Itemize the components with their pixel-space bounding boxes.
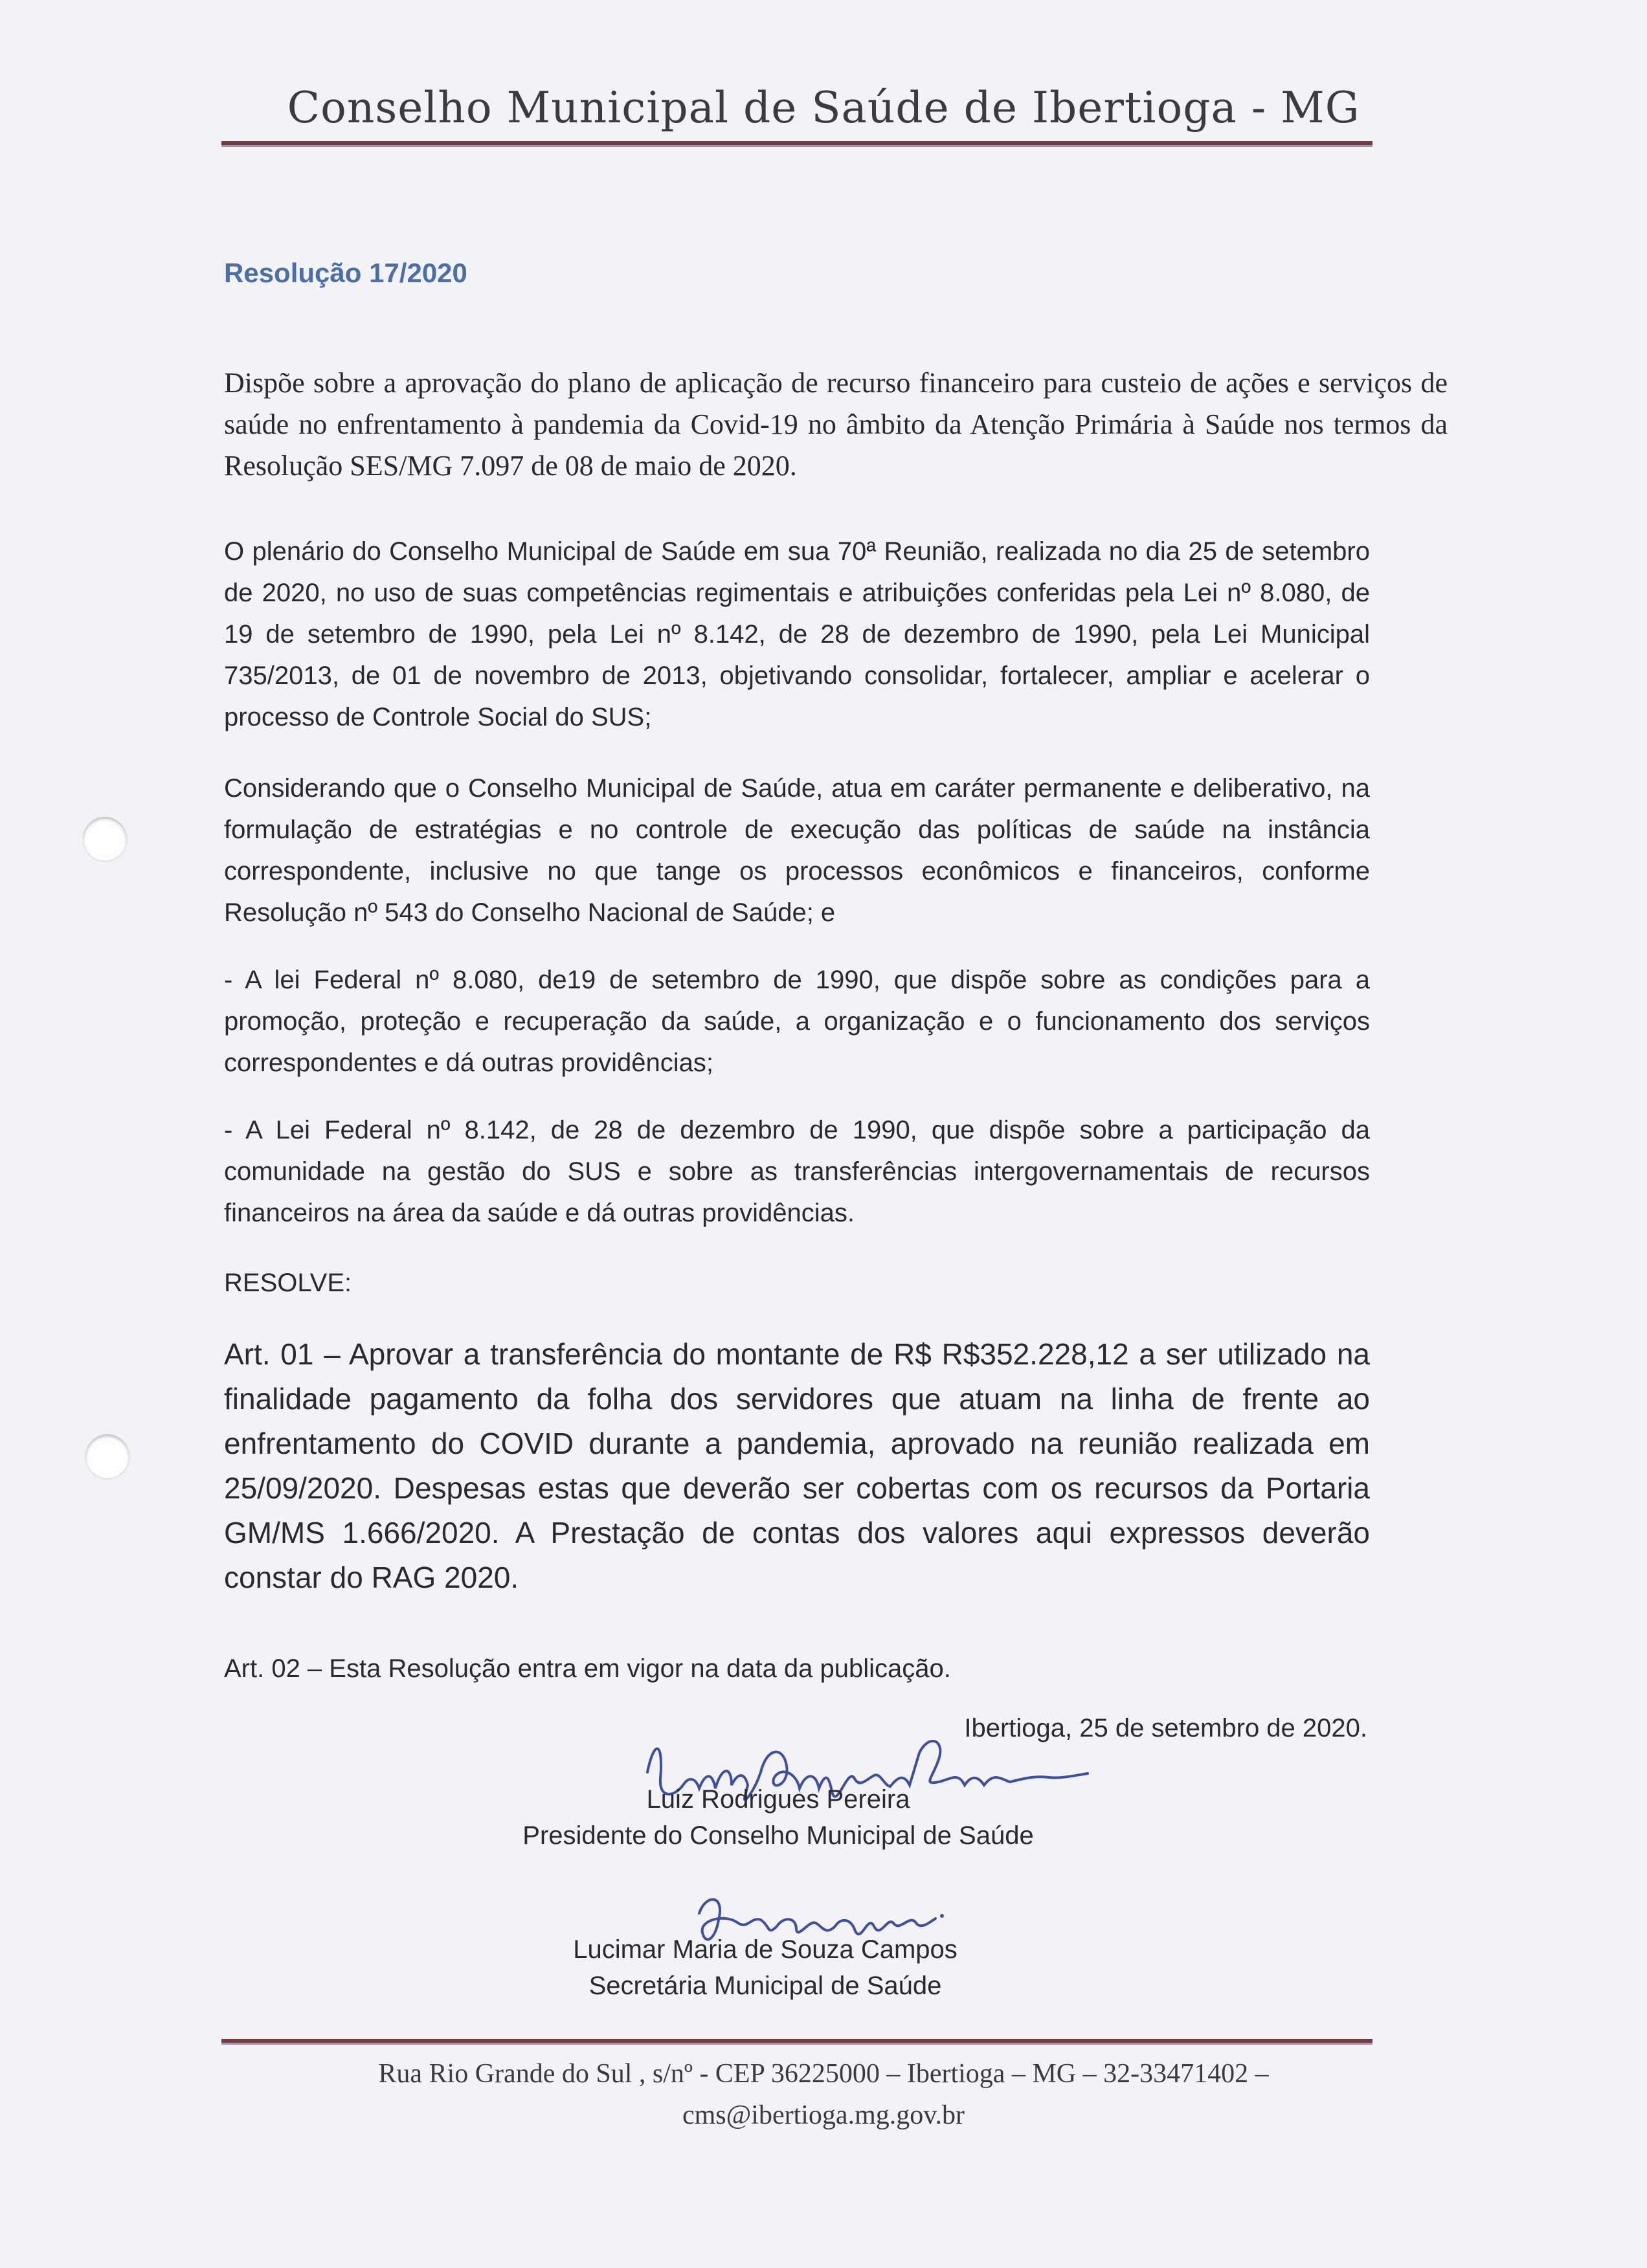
paragraph-law-8080: - A lei Federal nº 8.080, de19 de setembro de 1990, que dispõe sobre as condições para a promoção, proteção e recuperação da saúde, a organização e o funcionamento dos serviços correspondentes e dá outras providências;: [224, 966, 1370, 1077]
footer-email: cms@ibertioga.mg.gov.br: [682, 2100, 965, 2130]
footer-divider: [221, 2039, 1372, 2045]
letterhead-title: Conselho Municipal de Saúde de Ibertioga - MG: [287, 83, 1360, 133]
resolve-heading: RESOLVE:: [224, 1269, 352, 1297]
signatory-role: Presidente do Conselho Municipal de Saúde: [522, 1821, 1034, 1850]
letterhead-footer: [0, 2053, 1647, 2136]
signatory-secretary: [0, 1931, 1589, 2004]
signatory-role: Secretária Municipal de Saúde: [588, 1972, 942, 2000]
article-01: Art. 01 – Aprovar a transferência do montante de R$ R$352.228,12 a ser utilizado na finalidade pagamento da folha dos servidores que atuam na linha de frente ao enfrentamento do COVID durante a pandemia, aprovado na reunião realizada em 25/09/2020. Despesas estas que deverão ser cobertas com os recursos da Portaria GM/MS 1.666/2020. A Prestação de contas dos valores aqui expressos deverão constar do RAG 2020.: [224, 1337, 1370, 1594]
paragraph-considering: Considerando que o Conselho Municipal de Saúde, atua em caráter permanente e deliberativo, na formulação de estratégias e no controle de execução das políticas de saúde na instância correspondente, inclusive no que tange os processos econômicos e financeiros, conforme Resolução nº 543 do Conselho Nacional de Saúde; e: [224, 774, 1370, 927]
header-divider: [221, 141, 1372, 147]
signatory-name: Lucimar Maria de Souza Campos: [573, 1935, 958, 1964]
punch-hole: [83, 817, 127, 861]
footer-address: Rua Rio Grande do Sul , s/nº - CEP 36225000 – Ibertioga – MG – 32-33471402 –: [378, 2059, 1269, 2089]
signatory-name: Luiz Rodrigues Pereira: [646, 1785, 910, 1814]
resolution-summary: Dispõe sobre a aprovação do plano de aplicação de recurso financeiro para custeio de ações e serviços de saúde no enfrentamento à pandemia da Covid-19 no âmbito da Atenção Primária à Saúde nos termos da Resolução SES/MG 7.097 de 08 de maio de 2020.: [224, 367, 1448, 482]
resolution-title: Resolução 17/2020: [224, 258, 467, 288]
paragraph-preamble: O plenário do Conselho Municipal de Saúde em sua 70ª Reunião, realizada no dia 25 de setembro de 2020, no uso de suas competências regimentais e atribuições conferidas pela Lei nº 8.080, de 19 de setembro de 1990, pela Lei nº 8.142, de 28 de dezembro de 1990, pela Lei Municipal 735/2013, de 01 de novembro de 2013, objetivando consolidar, fortalecer, ampliar e acelerar o processo de Controle Social do SUS;: [224, 537, 1370, 731]
article-02: Art. 02 – Esta Resolução entra em vigor na data da publicação.: [224, 1654, 951, 1683]
punch-hole: [85, 1434, 129, 1478]
paragraph-law-8142: - A Lei Federal nº 8.142, de 28 de dezembro de 1990, que dispõe sobre a participação da comunidade na gestão do SUS e sobre as transferências intergovernamentais de recursos financeiros na área da saúde e dá outras providências.: [224, 1116, 1370, 1227]
signatory-president: [0, 1781, 1602, 1854]
place-date: Ibertioga, 25 de setembro de 2020.: [964, 1714, 1367, 1742]
